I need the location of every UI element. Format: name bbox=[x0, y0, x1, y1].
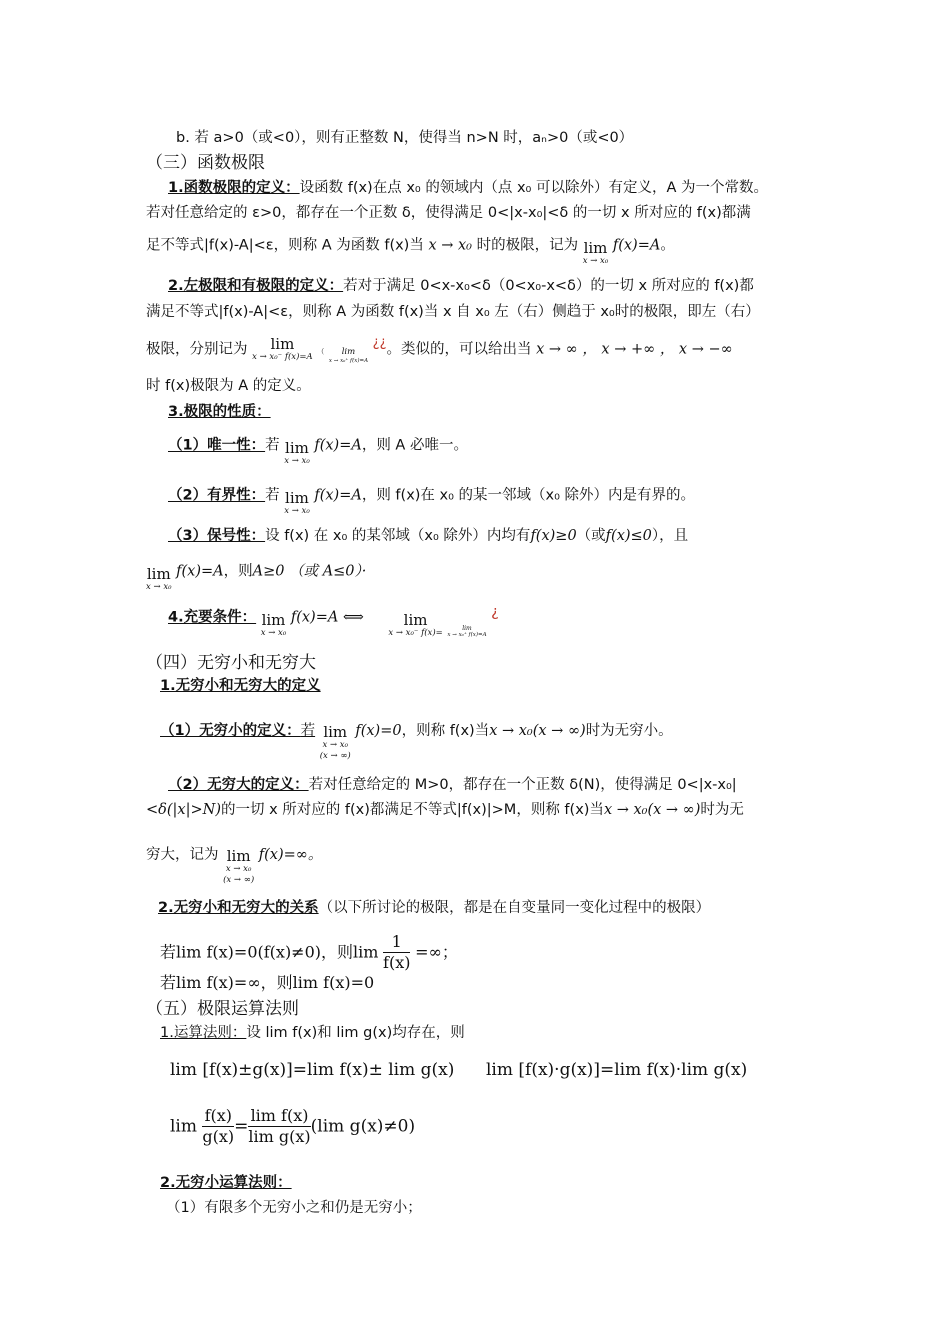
inf-s2-head: （2）无穷大的定义： bbox=[168, 777, 309, 793]
infinity-def-line-a bbox=[168, 775, 737, 795]
p3-text-c: ），且 bbox=[651, 528, 689, 544]
prop-sign-line-a bbox=[168, 526, 688, 546]
def2-text-a: 若对于满足 0<x-x₀<δ（0<x₀-x<δ）的一切 x 所对应的 f(x)都 bbox=[343, 278, 754, 294]
p3-head: （3）保号性： bbox=[168, 528, 266, 544]
def2-text-c1: 极限，分别记为 bbox=[146, 341, 248, 358]
p3-text-b: （或 bbox=[576, 528, 606, 544]
infinity-def-line-b bbox=[146, 800, 744, 820]
def2-left-lim bbox=[252, 336, 313, 363]
relation-line-b: 若lim f(x)=∞，则lim f(x)=0 bbox=[160, 973, 375, 992]
p3-text-a: 设 f(x) 在 x₀ 的某邻域（x₀ 除外）内均有 bbox=[265, 528, 531, 544]
def2-line-a bbox=[168, 276, 754, 296]
def1-head: 1.函数极限的定义： bbox=[168, 180, 300, 196]
inf-op-head: 2.无穷小运算法则： bbox=[160, 1175, 292, 1191]
p1-head: （1）唯一性： bbox=[168, 437, 266, 454]
c4-formula: f(x)=A ⟺ bbox=[290, 609, 364, 626]
def2-text-c2: 。类似的，可以给出当 bbox=[386, 341, 532, 358]
lim-word-small: lim bbox=[462, 624, 472, 632]
rel-a1: 若lim f(x)=0(f(x)≠0)，则lim bbox=[160, 942, 379, 962]
p1-text-b: ，则 A 必唯一。 bbox=[361, 437, 468, 454]
c4-lim-left bbox=[388, 612, 442, 639]
inf-s1-b: ，则称 f(x)当 bbox=[401, 723, 490, 739]
def1-end: 。 bbox=[660, 237, 675, 254]
lim-sub-left: x → x₀⁻ f(x)=A bbox=[252, 352, 313, 362]
inf-s1-head: （1）无穷小的定义： bbox=[160, 723, 301, 739]
op-f3-frac2 bbox=[248, 1106, 310, 1147]
c4-red-mark: ¿ bbox=[491, 603, 499, 620]
section-4-title: （四）无穷小和无穷大 bbox=[146, 653, 316, 673]
lim-word: lim bbox=[285, 489, 309, 507]
lim-sub-inf: (x → ∞) bbox=[223, 875, 255, 885]
prop-boundedness-line bbox=[168, 482, 696, 516]
p2-formula: f(x)=A bbox=[314, 487, 362, 504]
inf-s2-c1: 穷大，记为 bbox=[146, 847, 219, 863]
op1-head: 1.运算法则： bbox=[160, 1025, 247, 1041]
inf-s1-lim bbox=[320, 724, 351, 762]
c4-head: 4.充要条件： bbox=[168, 609, 257, 626]
op1-text: 设 lim f(x)和 lim g(x)均存在，则 bbox=[246, 1025, 465, 1041]
relation-head-line bbox=[158, 898, 710, 918]
def1-formula: f(x)=A bbox=[612, 237, 661, 254]
def1-text-c1: 足不等式|f(x)-A|<ε，则称 A 为函数 f(x)当 bbox=[146, 237, 424, 254]
infinity-def-line-c bbox=[146, 836, 323, 885]
p1-lim bbox=[284, 440, 310, 467]
lim-sub: x → x₀ bbox=[284, 456, 310, 466]
def2-line-b: 满足不等式|f(x)-A|<ε，则称 A 为函数 f(x)当 x 自 x₀ 左（右）侧趋于 x₀时的极限，即左（右） bbox=[146, 304, 760, 320]
p3-lim bbox=[146, 566, 172, 593]
inf-s2-a: 若对任意给定的 M>0，都存在一个正数 δ(N)，使得满足 0<|x-x₀| bbox=[308, 777, 737, 793]
op-formula-sum: lim [f(x)±g(x)]=lim f(x)± lim g(x) bbox=[170, 1060, 455, 1080]
lim-sub: x → x₀ bbox=[322, 740, 348, 750]
lim-sub: x → x₀ bbox=[146, 582, 172, 592]
lim-word-small: lim bbox=[341, 346, 356, 357]
op-f3-num: f(x) bbox=[202, 1106, 234, 1127]
op-f3-cond: (lim g(x)≠0) bbox=[310, 1116, 416, 1137]
def2-paren: （ bbox=[317, 347, 325, 356]
b-sign-line: b. 若 a>0（或<0），则有正整数 N，使得当 n>N 时，aₙ>0（或<0） bbox=[176, 130, 634, 146]
prop-sign-line-b bbox=[146, 558, 367, 592]
def2-right-lim bbox=[329, 347, 368, 365]
section-5-title: （五）极限运算法则 bbox=[146, 999, 299, 1019]
p3-formula2: f(x)=A bbox=[176, 563, 224, 580]
op-f3-den2: lim g(x) bbox=[248, 1127, 311, 1146]
op-f3-frac1 bbox=[202, 1106, 234, 1147]
def1-line-b: 若对任意给定的 ε>0，都存在一个正数 δ，使得满足 0<|x-x₀|<δ 的一切 x 所对应的 f(x)都满 bbox=[146, 205, 751, 221]
inf-s1-a: 若 bbox=[300, 723, 316, 739]
rel2-note: （以下所讨论的极限，都是在自变量同一变化过程中的极限） bbox=[318, 900, 711, 916]
rel-a-den: f(x) bbox=[383, 953, 411, 972]
p1-formula: f(x)=A bbox=[314, 437, 362, 454]
p3-f1: f(x)≥0 bbox=[530, 528, 577, 544]
inf-op-1: （1）有限多个无穷小之和仍是无穷小； bbox=[166, 1200, 422, 1216]
inf-s2-b2: 的一切 x 所对应的 f(x)都满足不等式|f(x)|>M，则称 f(x)当 bbox=[220, 802, 604, 818]
inf-s2-lim bbox=[223, 848, 254, 886]
lim-word: lim bbox=[583, 239, 608, 257]
def2-line-d: 时 f(x)极限为 A 的定义。 bbox=[146, 378, 311, 394]
lim-word: lim bbox=[146, 565, 171, 583]
p2-head: （2）有界性： bbox=[168, 487, 266, 504]
lim-sub: x → x₀ bbox=[225, 864, 252, 874]
rel2-head: 2.无穷小和无穷大的关系 bbox=[158, 900, 319, 916]
op-f3-eq: = bbox=[234, 1116, 249, 1137]
inf-s1-c: x → x₀(x → ∞) bbox=[489, 723, 586, 739]
lim-word: lim bbox=[285, 439, 309, 457]
def2-red-mark: ¿¿ bbox=[372, 334, 387, 350]
lim-word: lim bbox=[270, 335, 295, 353]
inf1-head: 1.无穷小和无穷大的定义 bbox=[160, 678, 321, 694]
p2-text-a: 若 bbox=[265, 487, 280, 504]
p3-text-d: ，则 bbox=[223, 563, 253, 580]
def1-text-c3: 时的极限，记为 bbox=[476, 237, 579, 254]
op-formula-quotient bbox=[170, 1106, 415, 1147]
p3-f2: f(x)≤0 bbox=[605, 528, 652, 544]
inf-s2-b4: 时为无 bbox=[700, 802, 744, 818]
lim-sub-right: x → x₀⁺ f(x)=A bbox=[328, 357, 369, 364]
op-f3-lim: lim bbox=[170, 1116, 197, 1137]
condition-line bbox=[168, 603, 499, 638]
def2-line-c bbox=[146, 336, 733, 363]
rel-a-num: 1 bbox=[383, 932, 410, 953]
rel-a2: =∞； bbox=[415, 942, 458, 962]
prop3-head: 3.极限的性质： bbox=[168, 404, 271, 420]
c4-lim bbox=[261, 612, 287, 639]
inf-s2-b1: <δ(|x|>N) bbox=[146, 802, 221, 818]
relation-line-a bbox=[160, 932, 458, 973]
prop-uniqueness-line bbox=[168, 432, 468, 466]
p3-formula3: A≥0 （或 A≤0）· bbox=[252, 563, 367, 580]
def2-infinity-cases: x → ∞ ， x → +∞ ， x → −∞ bbox=[536, 341, 733, 358]
def1-text-a: 设函数 f(x)在点 x₀ 的领域内（点 x₀ 可以除外）有定义，A 为一个常数。 bbox=[299, 180, 768, 196]
p2-lim bbox=[284, 490, 310, 517]
def2-head: 2.左极限和有极限的定义： bbox=[168, 278, 344, 294]
lim-sub: x → x₀ bbox=[260, 628, 287, 638]
inf-s1-d: 时为无穷小。 bbox=[585, 723, 673, 739]
infinitesimal-def-line bbox=[160, 712, 673, 761]
section-3-title: （三）函数极限 bbox=[146, 153, 265, 173]
lim-sub-cond: x → x₀⁻ f(x)= bbox=[388, 628, 443, 638]
lim-sub: x → x₀ bbox=[582, 256, 609, 266]
lim-word: lim bbox=[323, 723, 348, 741]
op-formula-product: lim [f(x)·g(x)]=lim f(x)·lim g(x) bbox=[486, 1060, 748, 1080]
op-f3-num2: lim f(x) bbox=[248, 1106, 310, 1127]
lim-sub-cond2: x → x₀⁺ f(x)=A bbox=[447, 631, 487, 638]
op1-line bbox=[160, 1023, 465, 1043]
def1-line-c bbox=[146, 232, 675, 266]
c4-lim-right bbox=[447, 625, 486, 639]
lim-word: lim bbox=[226, 847, 251, 865]
def1-line-a bbox=[168, 178, 768, 198]
inf-s1-formula: f(x)=0 bbox=[355, 723, 402, 739]
def1-x-to-x0: x → x₀ bbox=[428, 237, 472, 254]
def1-lim bbox=[583, 240, 609, 267]
op-f3-den: g(x) bbox=[202, 1127, 235, 1146]
inf-s2-formula: f(x)=∞。 bbox=[258, 847, 323, 863]
lim-sub: x → x₀ bbox=[284, 506, 310, 516]
p1-text-a: 若 bbox=[265, 437, 280, 454]
lim-sub-inf: (x → ∞) bbox=[319, 751, 351, 761]
inf-s2-b3: x → x₀(x → ∞) bbox=[603, 802, 701, 818]
lim-word: lim bbox=[261, 611, 286, 629]
lim-word: lim bbox=[403, 611, 428, 629]
p2-text-b: ，则 f(x)在 x₀ 的某一邻域（x₀ 除外）内是有界的。 bbox=[361, 487, 696, 504]
rel-a-fraction bbox=[383, 932, 410, 973]
